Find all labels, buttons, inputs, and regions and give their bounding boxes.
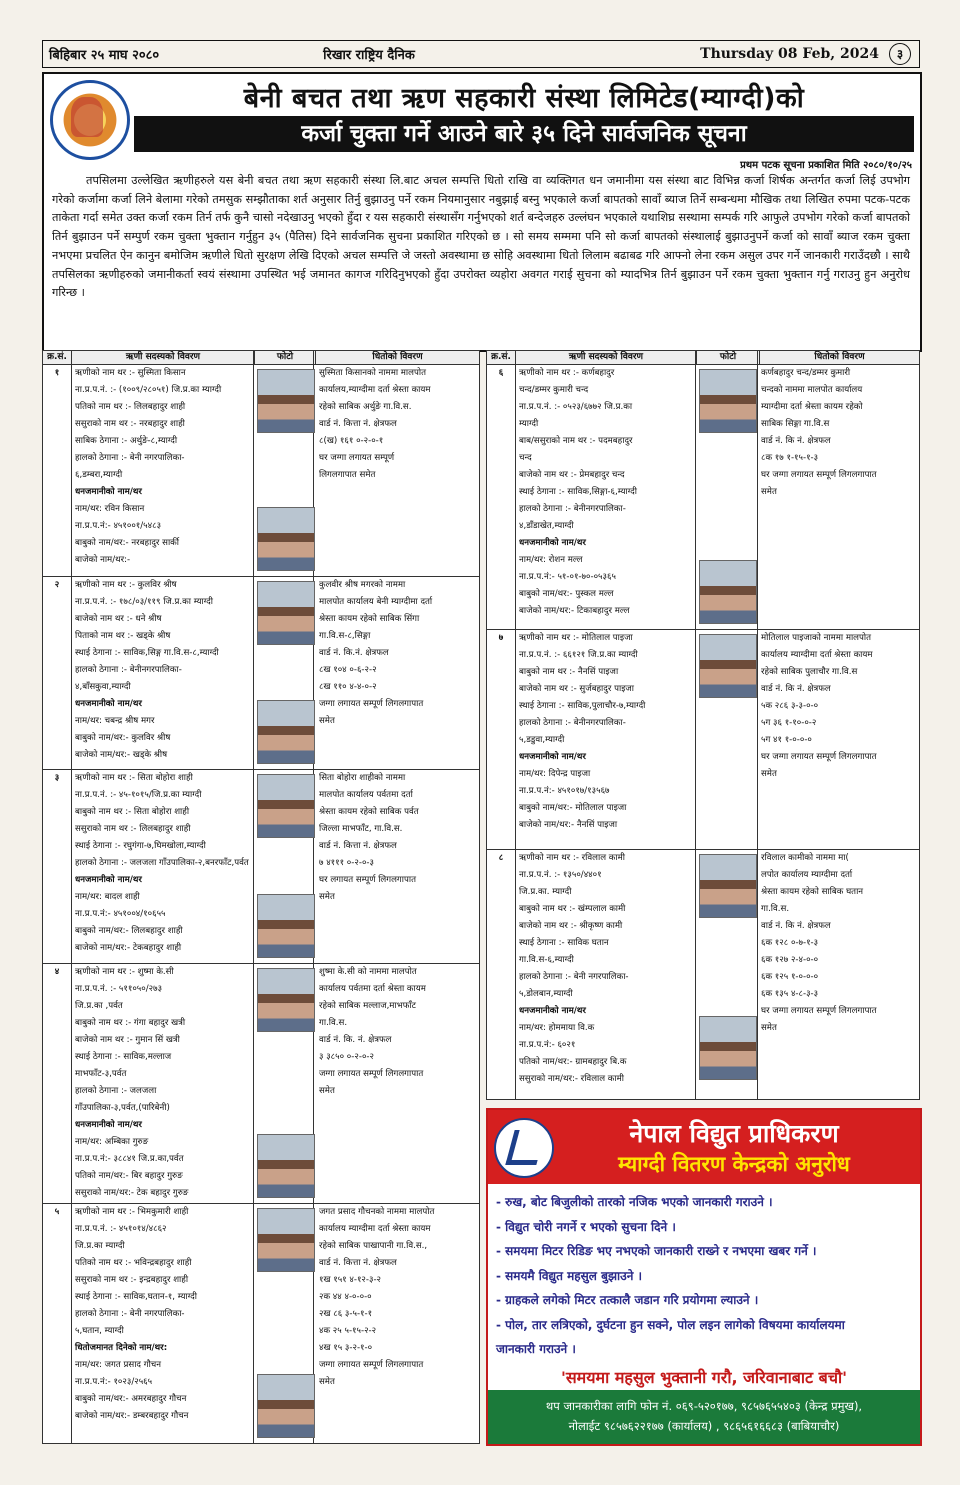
detail-line: ना.प्र.प.नं. :- ५११०५०/२७३ — [75, 984, 163, 994]
detail-line: बाबुको नाम/थर:- लिलबहादुर शाही — [75, 926, 183, 936]
notice-subtitle: कर्जा चुक्ता गर्ने आउने बारे ३५ दिने सार्वजनिक सूचना — [134, 116, 914, 152]
nea-contact-line-2: नोलाईट ९८५७६२२१७७ (कार्यालय) , ९८६५६१६६८३ (बाबियाचौर) — [568, 1419, 840, 1433]
collateral-line: कर्णबहादुर चन्द/डम्मर कुमारी — [761, 368, 851, 378]
detail-line: चन्द — [519, 453, 532, 463]
detail-line: नाम/थर: जगत प्रसाद गौचन — [75, 1360, 162, 1370]
nea-contact-line-1: थप जानकारीका लागि फोन नं. ०६९-५२०१७७, ९८५७६५५४०३ (केन्द्र प्रमुख), — [545, 1399, 863, 1413]
collateral-line: समेत — [319, 892, 335, 902]
detail-line: ऋणीको नाम थर :- कर्णबहादुर — [519, 368, 615, 378]
detail-line: बाजेको नाम थर :- गुमान सिं खत्री — [75, 1035, 180, 1045]
detail-line: बाजेको नाम/थर:- टिकाबहादुर मल्ल — [519, 606, 630, 616]
detail-line: ऋणीको नाम थर :- रविलाल कामी — [519, 853, 625, 863]
col-header-collateral: धितोको विवरण — [814, 352, 865, 362]
detail-line: पतिको नाम थर :- लिलबहादुर शाही — [75, 402, 186, 412]
collateral-line: समेत — [761, 1023, 777, 1033]
detail-line: नाम/थर: रोशन मल्ल — [519, 555, 583, 565]
detail-line: धनजमानीको नाम/थर — [519, 1006, 586, 1016]
serial-number: ५ — [54, 1207, 60, 1217]
collateral-line: समेत — [319, 1377, 335, 1387]
borrower-details — [519, 850, 715, 1088]
serial-number: १ — [54, 368, 60, 378]
borrower-table-right — [486, 350, 920, 1100]
detail-line: ५,घतान, म्याग्दी — [75, 1326, 124, 1336]
collateral-line: जगत प्रसाद गौचनको नाममा मालपोत — [319, 1207, 435, 1217]
serial-number: ८ — [498, 853, 504, 863]
detail-line: बाबुको नाम/थर:- कुलविर श्रीष — [75, 733, 171, 743]
collateral-line: कुलवीर श्रीष मगरको नाममा — [319, 580, 406, 590]
list-item: - समयमा मिटर रिडिङ भए नभएको जानकारी राख्ने र नभएमा खबर गर्ने । — [496, 1244, 817, 1258]
serial-number: ७ — [498, 633, 504, 643]
collateral-line: रहेको साबिक अर्थुङे गा.वि.स. — [319, 402, 412, 412]
collateral-line: लिगलगापात समेत — [319, 470, 376, 480]
collateral-line: वार्ड नं. कित्ता नं. क्षेत्रफल — [319, 1258, 397, 1268]
nea-subtitle: म्याग्दी वितरण केन्द्रको अनुरोध — [618, 1152, 850, 1176]
detail-line: जि.प्र.का. म्याग्दी — [519, 887, 572, 897]
collateral-line: २क ४४ ४-०-०-० — [319, 1292, 372, 1302]
detail-line: ना.प्र.प.नं. :- ०५२३/६७७२ जि.प्र.का — [519, 402, 633, 412]
detail-line: ना.प्र.प.नं:- ५१-०१-७०-०५३६५ — [519, 572, 616, 582]
masthead — [42, 40, 920, 68]
detail-line: बाबुको नाम/थर:- अमरबहादुर गौचन — [75, 1394, 187, 1404]
borrower-photo — [257, 1374, 315, 1438]
collateral-line: गा.वि.स-८,सिङ्गा — [319, 631, 371, 641]
borrower-details — [519, 365, 715, 620]
detail-line: हालको ठेगाना :- बेनी नगरपालिका- — [519, 972, 629, 982]
collateral-line: ४क २५ ५-१५-२-२ — [319, 1326, 377, 1336]
collateral-line: लपोत कार्यालय म्याग्दीमा दर्ता — [761, 870, 853, 880]
collateral-line: घर जग्गा लगायत सम्पूर्ण लिगलगापात — [761, 470, 877, 480]
collateral-line: ८क १७ १-१५-१-३ — [761, 453, 819, 463]
collateral-line: ७ ४१११ ०-२-०-३ — [319, 858, 374, 868]
collateral-details — [319, 964, 475, 1100]
detail-line: ना.प्र.प.नं:- ४५१००१/५४८३ — [75, 521, 162, 531]
table-row — [43, 963, 479, 1204]
public-notice — [42, 72, 922, 352]
detail-line: ५,डोलबान,म्याग्दी — [519, 989, 573, 999]
collateral-line: जग्गा लगायत सम्पूर्ण लिगलगापात — [319, 1069, 424, 1079]
borrower-photo — [699, 854, 757, 918]
collateral-line: वार्ड नं. कि. नं. क्षेत्रफल — [319, 1035, 392, 1045]
list-item: - विद्युत चोरी नगर्ने र भएको सुचना दिने । — [496, 1219, 676, 1234]
detail-line: बाबुको नाम थर :- गंगा बहादुर खत्री — [75, 1018, 186, 1028]
nea-title: नेपाल विद्युत प्राधिकरण — [629, 1119, 839, 1148]
detail-line: ससुराको नाम थर :- लिलबहादुर शाही — [75, 824, 191, 834]
collateral-line: ६क १२८ ०-७-१-३ — [761, 938, 819, 948]
borrower-photo — [257, 507, 315, 571]
table-header — [43, 351, 479, 365]
list-item: - पोल, तार लत्रिएको, दुर्घटना हुन सक्ने, पोल लइन लागेको विषयमा कार्यालयमा — [496, 1317, 845, 1332]
collateral-line: मोतिलाल पाइजाको नाममा मालपोत — [761, 633, 872, 643]
nea-slogan: 'समयमा महसुल भुक्तानी गरौ, जरिवानाबाट बचौ' — [560, 1368, 848, 1387]
detail-line: ना.प्र.प.नं:- १०२३/२५६५ — [75, 1377, 153, 1387]
detail-line: बाजेको नाम/थर:- — [75, 555, 131, 565]
table-header — [487, 351, 919, 365]
detail-line: बाबुको नाम थर :- खंम्पलाल कामी — [519, 904, 626, 914]
detail-line: ना.प्र.प.नं. :- ६६१२१ जि.प्र.का म्याग्दी — [519, 650, 638, 660]
detail-line: धनजमानीको नाम/थर — [75, 1120, 142, 1130]
detail-line: नाम/थर: होममाया वि.क — [519, 1023, 595, 1033]
detail-line: स्थाई ठेगाना :- साविक,पुलाचौर-७,म्याग्दी — [519, 701, 646, 711]
detail-line: धितोजमानत दिनेको नाम/थर: — [75, 1343, 168, 1353]
newspaper-name: रिखार राष्ट्रिय दैनिक — [323, 48, 415, 63]
collateral-line: रविलाल कामीको नाममा मा( — [761, 853, 849, 863]
detail-line: ऋणीको नाम थर :- मोतिलाल पाइजा — [519, 633, 633, 643]
detail-line: ससुराको नाम थर :- इन्द्रबहादुर शाही — [75, 1275, 189, 1285]
detail-line: माभफाँट-३,पर्वत — [75, 1069, 127, 1079]
nea-advertisement — [486, 1108, 922, 1446]
collateral-line: ६क १२७ २-४-०-० — [761, 955, 819, 965]
detail-line: ऋणीको नाम थर :- सुस्मिता किसान — [75, 368, 186, 378]
detail-line: पतिको नाम/थर:- ग्रामबहादुर बि.क — [519, 1057, 627, 1067]
collateral-line: कार्यालय,म्याग्दीमा दर्ता श्रेस्ता कायम — [319, 385, 431, 395]
detail-line: बाबुको नाम/थर:- नरबहादुर सार्की — [75, 538, 180, 548]
detail-line: ऋणीको नाम थर :- भिमकुमारी शाही — [75, 1207, 189, 1217]
serial-number: ४ — [54, 967, 60, 977]
detail-line: हालको ठेगाना :- बेनीनगरपालिका- — [75, 665, 182, 675]
collateral-line: गा.वि.स. — [319, 1018, 348, 1028]
collateral-line: वार्ड नं. कि नं. क्षेत्रफल — [761, 921, 831, 931]
collateral-line: ३ ३८५० ०-२-०-२ — [319, 1052, 374, 1062]
detail-line: ना.प्र.प.नं:- ३८८४१ जि.प्र.का,पर्वत — [75, 1154, 184, 1164]
nepali-date: बिहिबार २५ माघ २०८० — [49, 48, 160, 63]
collateral-line: घर जग्गा लगायत सम्पूर्ण लिगलगापात — [761, 752, 877, 762]
detail-line: स्थाई ठेगाना :- साविक घतान — [519, 938, 609, 948]
collateral-details — [761, 850, 915, 1037]
table-row — [43, 576, 479, 770]
detail-line: ससुराको नाम/थर:- टेक बहादुर गुरुङ — [75, 1188, 189, 1198]
collateral-line: घर जग्गा लगायत सम्पूर्ण — [319, 453, 395, 463]
collateral-line: जग्गा लगायत सम्पूर्ण लिगलगापात — [319, 1360, 424, 1370]
detail-line: पतिको नाम/थर:- बिर बहादुर गुरुङ — [75, 1171, 183, 1181]
detail-line: धनजमानीको नाम/थर — [519, 752, 586, 762]
borrower-photo — [257, 894, 315, 958]
detail-line: ना.प्र.प.नं. :- (१००९/२८०५१) जि.प्र.का म्याग्दी — [75, 385, 222, 395]
collateral-line: कार्यालय म्याग्दीमा दर्ता श्रेस्ता कायम — [761, 650, 873, 660]
col-header-photo: फोटो — [255, 351, 316, 364]
detail-line: ऋणीको नाम थर :- कुलविर श्रीष — [75, 580, 177, 590]
borrower-photo — [257, 581, 315, 645]
serial-number: ६ — [498, 368, 504, 378]
collateral-details — [761, 365, 915, 501]
detail-line: नाम/थर: रविन किसान — [75, 504, 145, 514]
page-number: ३ — [889, 43, 911, 65]
borrower-photo — [257, 1208, 315, 1272]
collateral-line: ६क १२५ १-०-०-० — [761, 972, 819, 982]
detail-line: हालको ठेगाना :- जलजला — [75, 1086, 157, 1096]
detail-line: ना.प्र.प.नं. :- १३५०/४४०१ — [519, 870, 602, 880]
collateral-line: ८ख ११० ४-४-०-२ — [319, 682, 377, 692]
detail-line: धनजमानीको नाम/थर — [75, 699, 142, 709]
detail-line: जि.प्र.का ,पर्वत — [75, 1001, 123, 1011]
detail-line: धनजमानीको नाम/थर — [75, 487, 142, 497]
collateral-details — [319, 1204, 475, 1391]
detail-line: ४,बाँसकुवा,म्याग्दी — [75, 682, 131, 692]
list-item: - रुख, बोट बिजुलीको तारको नजिक भएको जानकारी गराउने । — [496, 1195, 773, 1209]
collateral-line: रहेको साबिक पुलाचौर गा.वि.स — [761, 667, 858, 677]
collateral-details — [319, 770, 475, 906]
detail-line: बाजेको नाम/थर:- नैनसिं पाइजा — [519, 820, 618, 830]
collateral-line: समेत — [761, 487, 777, 497]
detail-line: ससुराको नाम/थर:- रविलाल कामी — [519, 1074, 625, 1084]
col-header-details: ऋणी सदस्यको विवरण — [516, 351, 697, 364]
collateral-line: श्रेस्ता कायम रहेको साबिक घतान — [761, 887, 864, 897]
borrower-photo — [257, 369, 315, 433]
col-header-photo: फोटो — [697, 351, 760, 364]
detail-line: स्थाई ठेगाना :- साविक,घतान-१, म्याग्दी — [75, 1292, 197, 1302]
detail-line: हालको ठेगाना :- जलजला गाँउपालिका-२,बनरफाँट,पर्वत — [75, 858, 249, 868]
detail-line: ना.प्र.प.नं. :- १७८/०३/११९ जि.प्र.का म्याग्दी — [75, 597, 213, 607]
english-date: Thursday 08 Feb, 2024 — [700, 46, 879, 62]
collateral-line: कार्यालय पर्वतमा दर्ता श्रेस्ता कायम — [319, 984, 426, 994]
detail-line: ऋणीको नाम थर :- शुष्मा के.सी — [75, 967, 174, 977]
collateral-details — [319, 365, 475, 484]
table-row — [487, 849, 919, 1086]
detail-line: गाँउपालिका-३,पर्वत,(पारिबेनी) — [75, 1103, 170, 1113]
serial-number: २ — [54, 580, 60, 590]
detail-line: नाम/थर: अम्बिका गुरुङ — [75, 1137, 149, 1147]
collateral-line: समेत — [319, 716, 335, 726]
nea-contact-footer — [488, 1390, 920, 1444]
collateral-line: चन्दको नाममा मालपोत कार्यालय — [761, 385, 863, 395]
detail-line: पतिको नाम थर :- भविन्द्रबहादुर शाही — [75, 1258, 192, 1268]
collateral-line: ५ग ४१ १-०-०-० — [761, 735, 812, 745]
collateral-line: जिल्ला माभफाँट, गा.वि.स. — [319, 824, 403, 834]
collateral-line: समेत — [761, 769, 777, 779]
collateral-line: ४ख १५ ३-२-१-० — [319, 1343, 373, 1353]
detail-line: हालको ठेगाना :- बेनी नगरपालिका- — [75, 1309, 185, 1319]
detail-line: जि.प्र.का म्याग्दी — [75, 1241, 125, 1251]
table-row — [43, 769, 479, 964]
detail-line: नाम/थर: चबन्द्र श्रीष मगर — [75, 716, 155, 726]
list-item: - ग्राहकले लगेको मिटर तत्कालै जडान गरि प्रयोगमा ल्याउने । — [496, 1293, 759, 1307]
collateral-line: सुस्मिता किसानको नाममा मालपोत — [319, 368, 426, 378]
cooperative-logo-icon — [50, 80, 130, 160]
detail-line: स्थाई ठेगाना :- साविक,मल्लाज — [75, 1052, 172, 1062]
collateral-line: शुष्मा के.सी को नाममा मालपोत — [319, 967, 417, 977]
collateral-details — [761, 630, 915, 783]
collateral-line: वार्ड नं. कि नं. क्षेत्रफल — [761, 684, 831, 694]
collateral-line: ६क १३५ ४-८-३-३ — [761, 989, 819, 999]
detail-line: साबिक ठेगाना :- अर्थुङे-८,म्याग्दी — [75, 436, 178, 446]
collateral-line: साबिक सिङ्गा गा.वि.स — [761, 419, 830, 429]
detail-line: ५,डडुवा,म्याग्दी — [519, 735, 565, 745]
collateral-line: वार्ड नं. कित्ता नं. क्षेत्रफल — [319, 841, 397, 851]
collateral-line: श्रेस्ता कायम रहेको साबिक सिंगा — [319, 614, 420, 624]
detail-line: ना.प्र.प.नं:- ४५१००४/१०६५५ — [75, 909, 166, 919]
table-row — [43, 364, 479, 577]
detail-line: हालको ठेगाना :- बेनी नगरपालिका- — [75, 453, 185, 463]
detail-line: बाजेको नाम थर :- प्रेमबहादुर चन्द — [519, 470, 625, 480]
detail-line: बाबुको नाम थर :- नैनसिं पाइजा — [519, 667, 619, 677]
borrower-photo — [257, 700, 315, 764]
collateral-line: समेत — [319, 1086, 335, 1096]
detail-line: बाजेको नाम/थर:- टेकबहादुर शाही — [75, 943, 182, 953]
detail-line: बाजेको नाम/थर:- खड्के श्रीष — [75, 750, 168, 760]
collateral-line: घर जग्गा लगायत सम्पूर्ण लिगलगापात — [761, 1006, 877, 1016]
borrower-photo — [257, 1134, 315, 1198]
collateral-line: घर लगायत सम्पूर्ण लिगलगापात — [319, 875, 416, 885]
table-row — [487, 629, 919, 850]
detail-line: ऋणीको नाम थर :- सिता बोहोरा शाही — [75, 773, 193, 783]
detail-line: ना.प्र.प.नं:- ४५१०१७/१३५६७ — [519, 786, 610, 796]
detail-line: हालको ठेगाना :- बेनीनगरपालिका- — [519, 718, 626, 728]
collateral-line: रहेको साबिक मल्लाज,माभफाँट — [319, 1001, 416, 1011]
collateral-line: श्रेस्ता कायम रहेको साबिक पर्वत — [319, 807, 419, 817]
borrower-photo — [699, 560, 757, 624]
detail-line: ४,डाँडाखेत,म्याग्दी — [519, 521, 574, 531]
nea-header — [488, 1110, 920, 1184]
detail-line: बाबुको नाम थर :- सिता बोहोरा शाही — [75, 807, 190, 817]
detail-line: स्थाई ठेगाना :- साविक,सिङ्ग गा.वि.स-८,म्याग्दी — [75, 648, 219, 658]
collateral-line: वार्ड नं. कि नं. क्षेत्रफल — [761, 436, 831, 446]
collateral-line: सिता बोहोरा शाहीको नाममा — [319, 773, 406, 783]
detail-line: नाम/थर: बादल शाही — [75, 892, 140, 902]
detail-line: बाजेको नाम थर :- धने श्रीष — [75, 614, 162, 624]
col-header-sn: क्र.सं. — [43, 351, 72, 364]
borrower-table-left — [42, 350, 480, 1444]
detail-line: नाम/थर: दिपेन्द्र पाइजा — [519, 769, 591, 779]
detail-line: बाबुको नाम/थर:- पुस्कल मल्ल — [519, 589, 614, 599]
borrower-details — [75, 365, 271, 569]
borrower-details — [75, 964, 271, 1202]
collateral-line: जग्गा लगायत सम्पूर्ण लिगलगापात — [319, 699, 424, 709]
collateral-line: ८(ख) १६१ ०-२-०-१ — [319, 436, 384, 446]
detail-line: पिताको नाम थर :- खड्के श्रीष — [75, 631, 171, 641]
collateral-line: वार्ड नं. कित्ता नं. क्षेत्रफल — [319, 419, 397, 429]
detail-line: बाब/ससुराको नाम थर :- पदमबहादुर — [519, 436, 633, 446]
table-row — [43, 1203, 479, 1444]
detail-line: ससुराको नाम थर :- नरबहादुर शाही — [75, 419, 185, 429]
list-item: - समयमै विद्युत महसुल बुझाउने । — [496, 1268, 643, 1283]
detail-line: धनजमानीको नाम/थर — [519, 538, 586, 548]
detail-line: ६,डम्बरा,म्याग्दी — [75, 470, 123, 480]
col-header-sn: क्र.सं. — [487, 351, 516, 364]
detail-line: बाजेको नाम थर :- श्रीकृष्ण कामी — [519, 921, 623, 931]
col-header-collateral: धितोको विवरण — [372, 352, 423, 362]
detail-line: स्थाई ठेगाना :- रघुगंगा-७,घिमखोला,म्याग्दी — [75, 841, 206, 851]
collateral-line: वार्ड नं. कि.नं. क्षेत्रफल — [319, 648, 389, 658]
notice-body: तपसिलमा उल्लेखित ऋणीहरुले यस बेनी बचत तथा ऋण सहकारी संस्था लि.बाट अचल सम्पत्ति धितो राखि वा व्यक्तिगत धन जमानीमा यस संस्था बाट विभिन्न कर्जा शिर्षक अन्तर्गत कर्जा लिई उपभोग गरेको कर्जामा कर्जा लिने बेलामा गरेको तमसुक सम्झौताका शर्त अनुसार तिर्नु बुझाउनु पर्ने रकम नियमानुसार नबुझाई बस्नु भएकाले कर्जा बापतको सावाँ ब्याज तिर्ने सम्बन्धमा मौखिक तथा लिखित रुपमा पटक-पटक ताकेता गर्दा समेत उक्त कर्जा रकम तिर्न तर्फ कुनै चासो नदेखाउनु भएको हुँदा र यस सहकारी संस्थासँग गर्नुभएको शर्त बन्देजहरु उल्लंघन भएकाले यथाशिघ्र सस्थामा सम्पर्क गरि आफुले उपभोग गरेको कर्जा बापतको तिर्न बुझाउन पर्ने सम्पुर्ण रकम चुक्ता भुक्तान गर्नुहुन ३५ (पैतिस) दिने सार्वजनिक सुचना प्रकाशित गरिएको छ । सो समय सम्ममा पनि सो कर्जा बापतको संस्थालाई बुझाउनुपर्ने कर्जा को सावाँ ब्याज रकम चुक्ता नभएमा प्रचलित ऐन कानुन बमोजिम ऋणीले धितो सुरक्षण लेखि दिएको अचल सम्पत्ति जे जस्तो अवस्थामा छ सोहि अवस्थामा धितो लिलाम बढाबढ गरि आफ्नो लेना रकम असुल उपर गर्ने जानकारी गराउँदछौ । साथै तपसिलका ऋणीहरुको जमानीकर्ता स्वयं संस्थामा उपस्थित भई जमानत कागज गरिदिनुभएको हुँदा उपरोक्त व्यहोरा अवगत गराई सुचना को म्यादभित्र तिर्न बुझाउन पर्ने रकम चुक्ता भुक्तान गर्नु गराउनु हुन अनुरोध गरिन्छ । — [52, 174, 910, 300]
collateral-line: ५क २८६ ३-३-०-० — [761, 701, 819, 711]
collateral-line: कार्यालय म्याग्दीमा दर्ता श्रेस्ता कायम — [319, 1224, 431, 1234]
collateral-line: रहेको साबिक पाखापानी गा.वि.स., — [319, 1241, 428, 1251]
borrower-photo — [257, 968, 315, 1032]
detail-line: ना.प्र.प.नं. :- ४५१०१४/४८६२ — [75, 1224, 167, 1234]
borrower-photo — [699, 369, 757, 433]
collateral-line: ८ख १०४ ०-६-२-२ — [319, 665, 377, 675]
notice-org-title: बेनी बचत तथा ऋण सहकारी संस्था लिमिटेड(म्याग्दी)को — [243, 83, 805, 114]
serial-number: ३ — [54, 773, 60, 783]
detail-line: चन्द/डम्मर कुमारी चन्द — [519, 385, 589, 395]
borrower-photo — [257, 774, 315, 838]
collateral-line: मालपोत कार्यालय बेनी म्याग्दीमा दर्ता — [319, 597, 433, 607]
borrower-details — [75, 1204, 271, 1425]
detail-line: म्याग्दी — [519, 419, 539, 429]
nea-request-list — [496, 1190, 916, 1362]
nea-logo-icon — [494, 1118, 554, 1178]
collateral-line: म्याग्दीमा दर्ता श्रेस्ता कायम रहेको — [761, 402, 863, 412]
borrower-details — [75, 770, 271, 957]
detail-line: बाजेको नाम थर :- सुर्जबहादुर पाइजा — [519, 684, 635, 694]
detail-line: ना.प्र.प.नं. :- ४५-१०१५/जि.प्र.का म्याग्दी — [75, 790, 202, 800]
borrower-details — [75, 577, 271, 764]
borrower-details — [519, 630, 715, 834]
detail-line: बाजेको नाम/थर:- डम्बरबहादुर गौचन — [75, 1411, 189, 1421]
collateral-line: १ख १५१ ४-१२-३-२ — [319, 1275, 382, 1285]
table-row — [487, 364, 919, 630]
borrower-photo — [699, 1016, 757, 1080]
detail-line: स्थाई ठेगाना :- साविक,सिङ्गा-६,म्याग्दी — [519, 487, 637, 497]
detail-line: ना.प्र.प.नं:- ६०२१ — [519, 1040, 576, 1050]
published-date: प्रथम पटक सूचना प्रकाशित मिति २०८०/१०/२५ — [740, 160, 912, 171]
detail-line: बाबुको नाम/थर:- मोतिलाल पाइजा — [519, 803, 627, 813]
detail-line: गा.वि.स-६,म्याग्दी — [519, 955, 574, 965]
collateral-line: २ख ८६ ३-५-१-१ — [319, 1309, 373, 1319]
collateral-line: मालपोत कार्यालय पर्वतमा दर्ता — [319, 790, 413, 800]
col-header-details: ऋणी सदस्यको विवरण — [72, 351, 255, 364]
list-item: जानकारी गराउने । — [496, 1342, 576, 1356]
collateral-line: ५ग ३६ १-१०-०-२ — [761, 718, 817, 728]
collateral-details — [319, 577, 475, 730]
detail-line: धनजमानीको नाम/थर — [75, 875, 142, 885]
borrower-photo — [699, 634, 757, 698]
collateral-line: गा.वि.स. — [761, 904, 790, 914]
detail-line: हालको ठेगाना :- बेनीनगरपालिका- — [519, 504, 626, 514]
